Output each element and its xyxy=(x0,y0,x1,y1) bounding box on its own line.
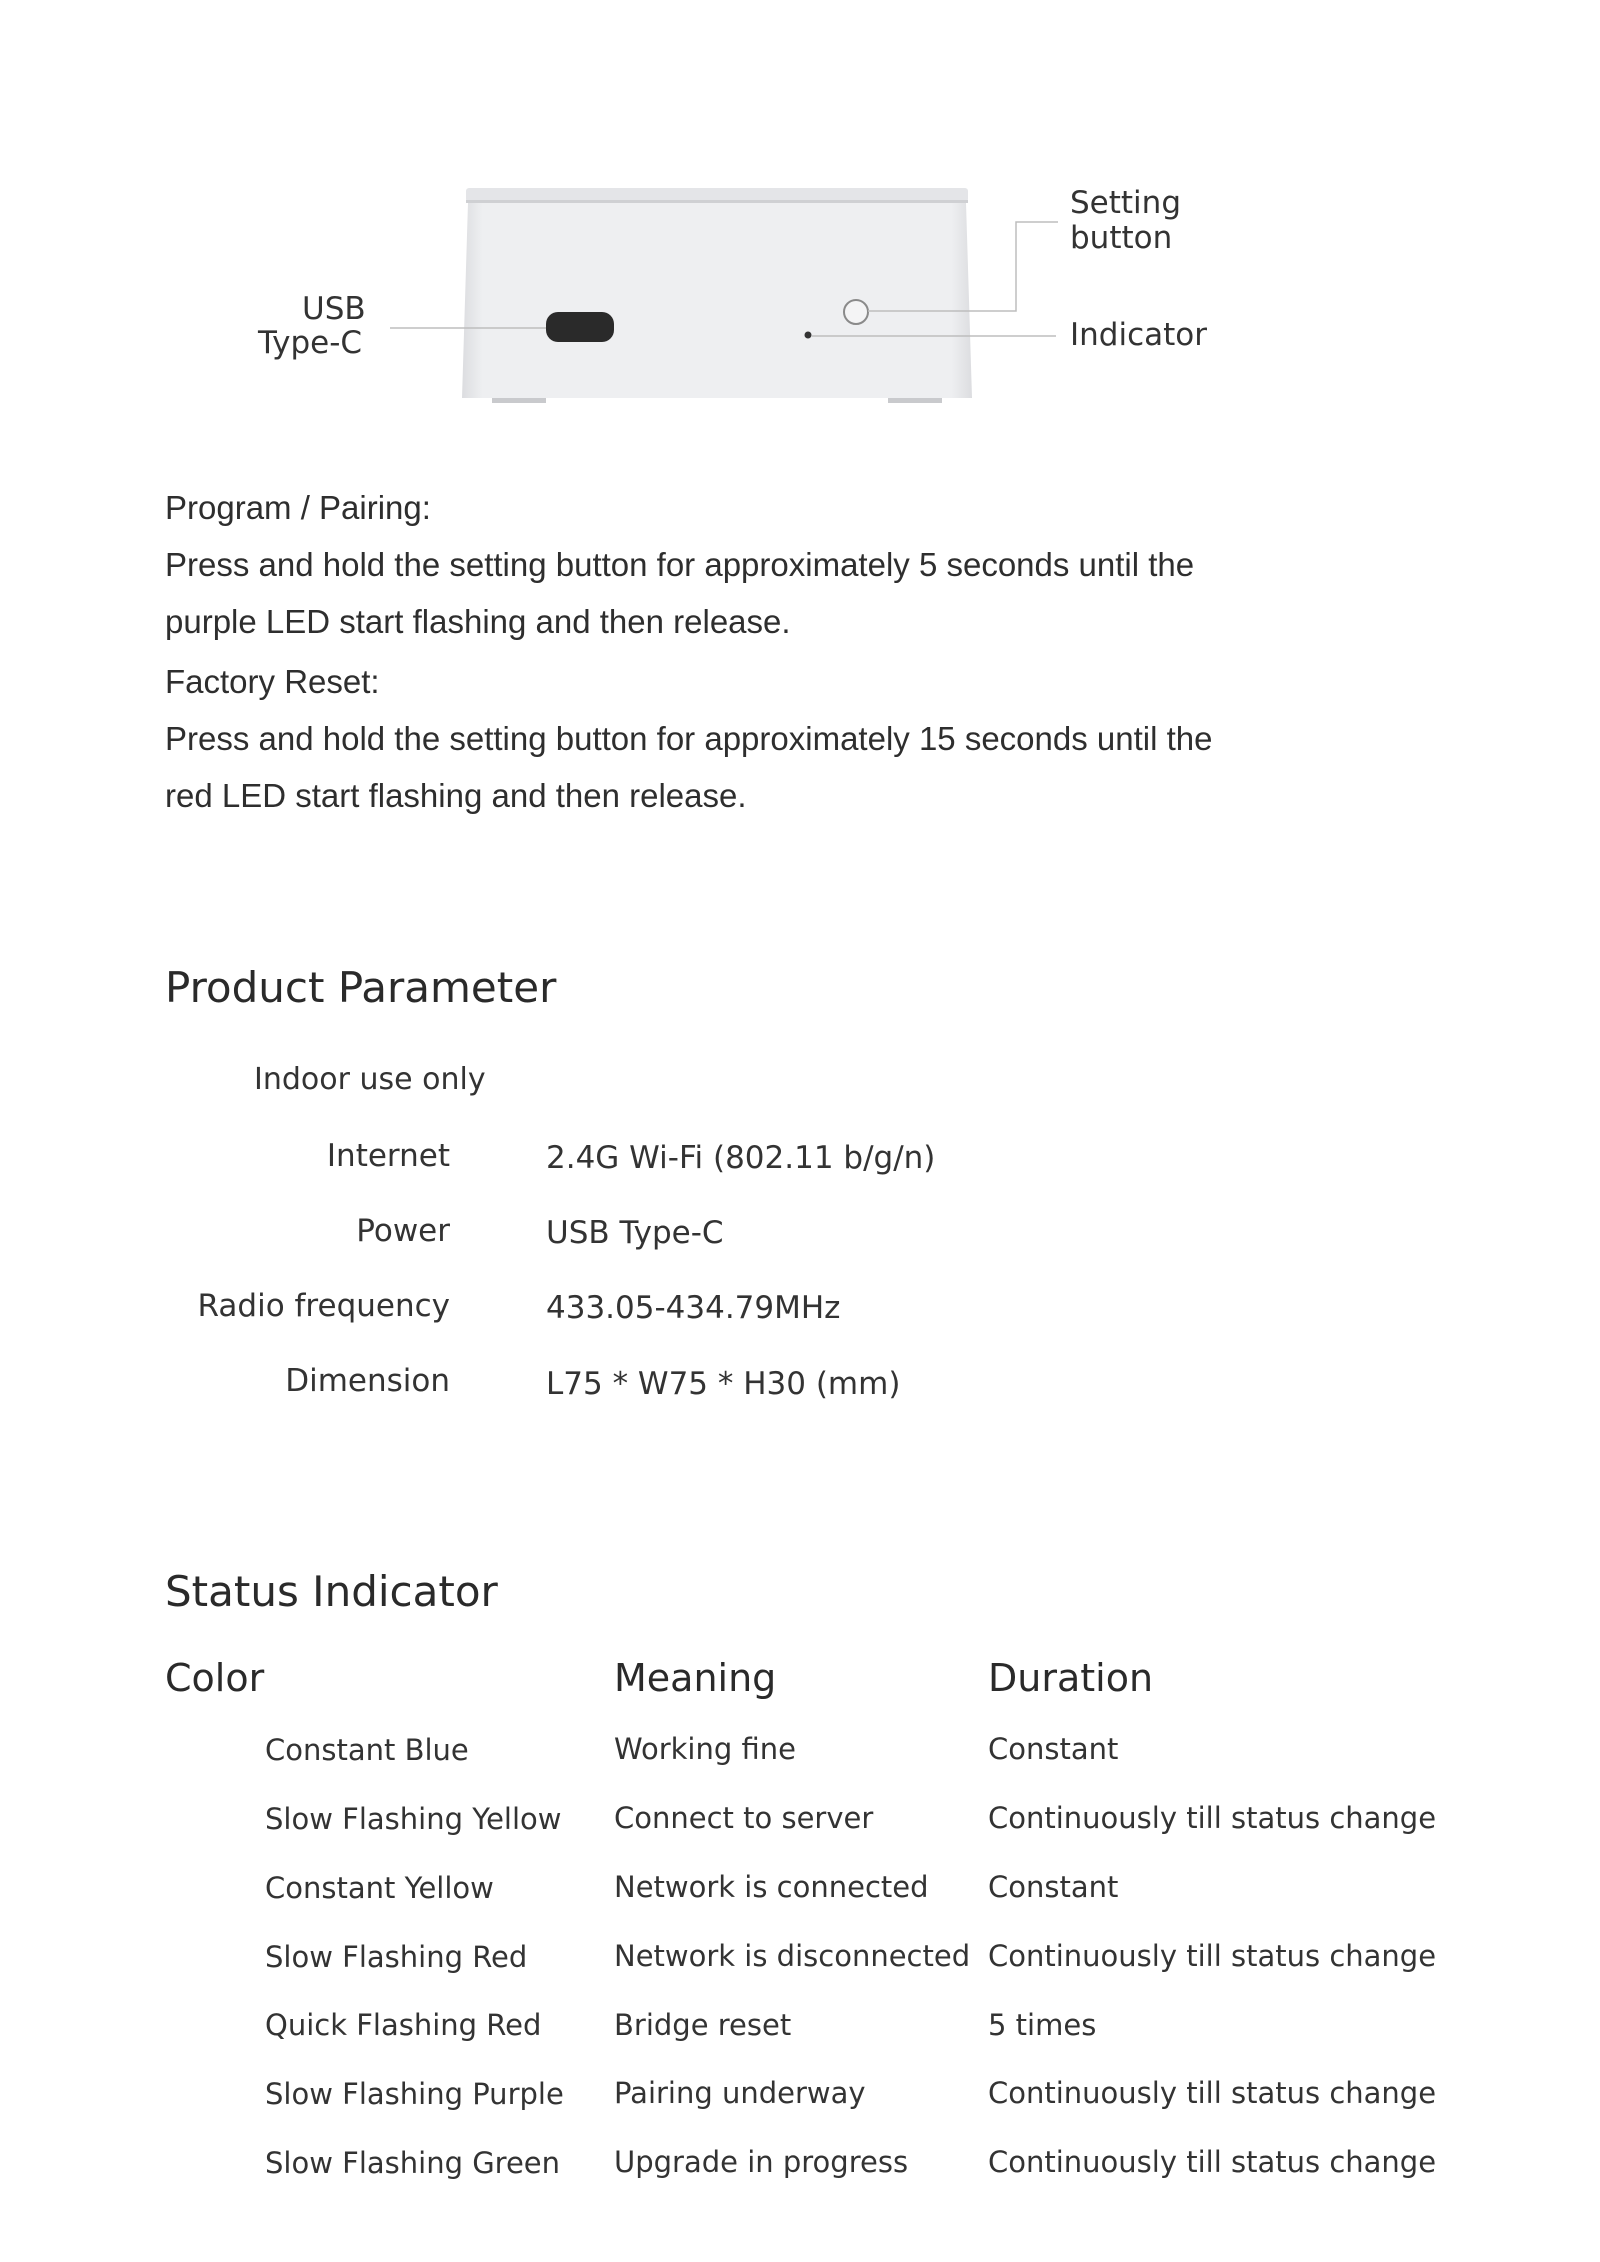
status-header-color: Color xyxy=(165,1656,265,1700)
status-color: Constant Yellow xyxy=(265,1871,494,1905)
status-meaning: Connect to server xyxy=(614,1801,874,1835)
device-foot-left xyxy=(492,398,546,403)
status-title: Status Indicator xyxy=(165,1567,498,1616)
status-meaning: Upgrade in progress xyxy=(614,2145,909,2179)
status-duration: Constant xyxy=(988,1870,1119,1904)
status-header-duration: Duration xyxy=(988,1656,1154,1700)
status-color: Slow Flashing Purple xyxy=(265,2077,564,2111)
status-duration: Continuously till status change xyxy=(988,2145,1437,2179)
parameter-value-power: USB Type-C xyxy=(546,1215,724,1251)
status-meaning: Network is connected xyxy=(614,1870,929,1904)
usb-label-line1: USB xyxy=(302,291,366,327)
status-color: Constant Blue xyxy=(265,1733,469,1767)
parameter-label-dimension: Dimension xyxy=(285,1363,450,1399)
program-text-line2: purple LED start flashing and then release. xyxy=(165,603,791,640)
parameter-value-dimension: L75 * W75 * H30 (mm) xyxy=(546,1366,901,1402)
status-header-meaning: Meaning xyxy=(614,1656,777,1700)
status-duration: Continuously till status change xyxy=(988,2076,1437,2110)
reset-text-line1: Press and hold the setting button for approximately 15 seconds until the xyxy=(165,720,1213,757)
device-drawing xyxy=(0,0,1600,440)
setting-label-line1: Setting xyxy=(1070,185,1181,221)
status-duration: Continuously till status change xyxy=(988,1939,1437,1973)
setting-label-line2: button xyxy=(1070,220,1173,256)
parameters-title: Product Parameter xyxy=(165,963,557,1012)
device-illustration xyxy=(0,0,1600,440)
indicator-dot-icon xyxy=(805,332,812,339)
status-meaning: Pairing underway xyxy=(614,2076,866,2110)
program-text-line1: Press and hold the setting button for approximately 5 seconds until the xyxy=(165,546,1195,583)
parameter-label-radio: Radio frequency xyxy=(197,1288,450,1324)
parameter-value-internet: 2.4G Wi-Fi (802.11 b/g/n) xyxy=(546,1140,936,1176)
status-meaning: Network is disconnected xyxy=(614,1939,971,1973)
device-lid xyxy=(466,188,968,202)
status-meaning: Working fine xyxy=(614,1732,796,1766)
setting-button-icon xyxy=(844,300,868,324)
parameters-note: Indoor use only xyxy=(254,1062,486,1097)
status-color: Quick Flashing Red xyxy=(265,2008,542,2042)
reset-title: Factory Reset: xyxy=(165,663,380,700)
device-body xyxy=(462,203,972,398)
device-foot-right xyxy=(888,398,942,403)
status-color: Slow Flashing Yellow xyxy=(265,1802,562,1836)
program-title: Program / Pairing: xyxy=(165,489,431,526)
status-duration: 5 times xyxy=(988,2008,1097,2042)
status-color: Slow Flashing Green xyxy=(265,2146,561,2180)
status-duration: Constant xyxy=(988,1732,1119,1766)
status-color: Slow Flashing Red xyxy=(265,1940,528,1974)
reset-text-line2: red LED start flashing and then release. xyxy=(165,777,747,814)
parameter-value-radio: 433.05-434.79MHz xyxy=(546,1290,841,1326)
status-duration: Continuously till status change xyxy=(988,1801,1437,1835)
parameter-label-internet: Internet xyxy=(326,1138,450,1174)
usb-label-line2: Type-C xyxy=(258,325,363,361)
status-meaning: Bridge reset xyxy=(614,2008,792,2042)
usb-port-icon xyxy=(546,312,614,342)
parameter-label-power: Power xyxy=(356,1213,450,1249)
indicator-label: Indicator xyxy=(1070,317,1207,353)
